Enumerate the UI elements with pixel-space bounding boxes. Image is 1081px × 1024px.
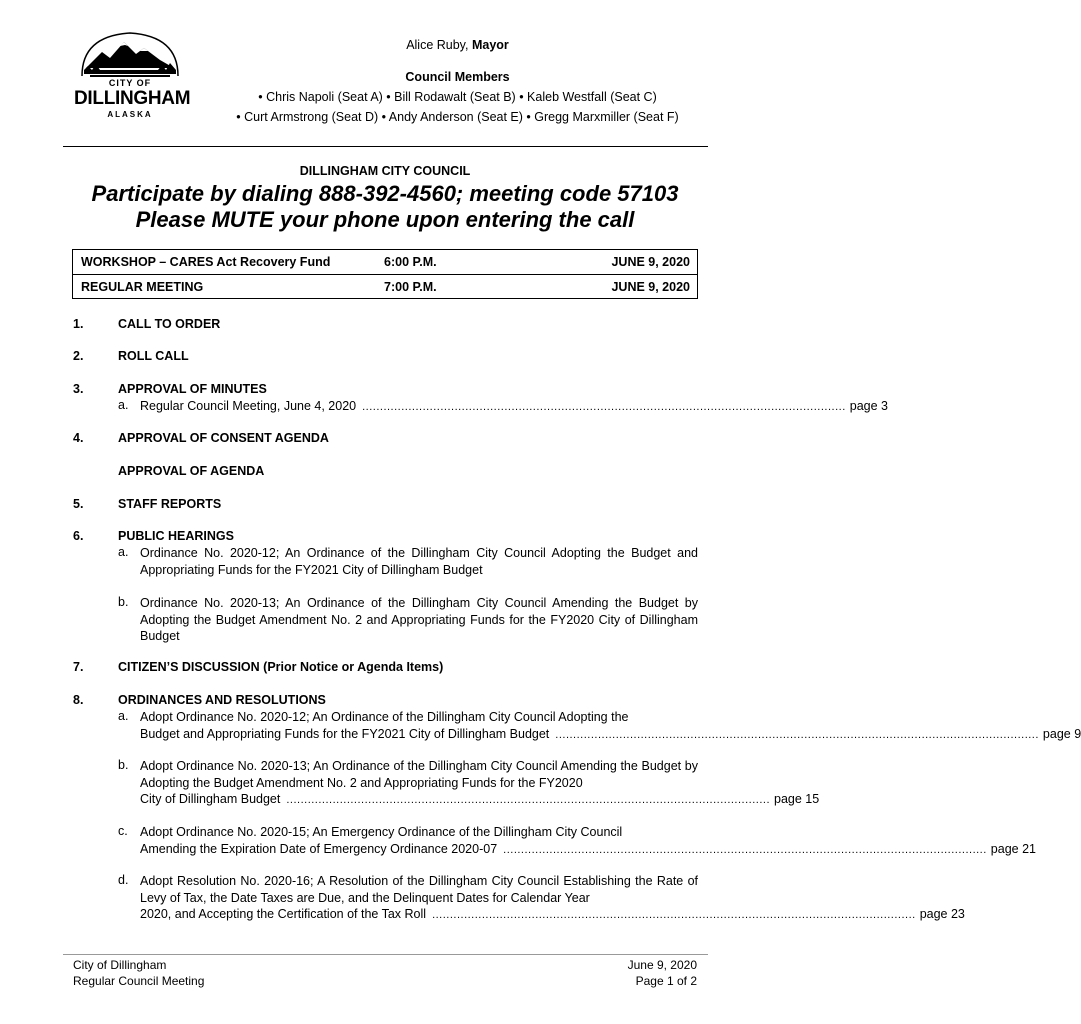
subitem-text: Adopt Resolution No. 2020-16; A Resolution of the Dillingham City Council Establishing the Rate of Levy of Tax, the Date Taxes are Due, and the Delinquent Dates for Calendar Year — [140, 874, 698, 905]
council-name: DILLINGHAM CITY COUNCIL — [299, 164, 471, 178]
agenda-subitem — [118, 595, 698, 645]
meeting-time: 7:00 P.M. — [384, 280, 437, 294]
agenda-heading: PUBLIC HEARINGS — [118, 529, 234, 543]
agenda-number: 5. — [73, 497, 84, 511]
agenda-subitem — [118, 824, 1036, 858]
subitem-letter: c. — [118, 824, 128, 838]
footer-page-number: Page 1 of 2 — [635, 974, 697, 988]
mute-instructions: Please MUTE your phone upon entering the call — [135, 207, 635, 232]
agenda-number: 6. — [73, 529, 84, 543]
page-reference: page 9 — [1042, 726, 1081, 741]
mayor-line — [200, 38, 715, 52]
agenda-number: 7. — [73, 660, 84, 674]
page-reference: page 3 — [849, 399, 888, 413]
agenda-heading: ORDINANCES AND RESOLUTIONS — [118, 693, 326, 707]
meeting-row — [73, 250, 697, 274]
subitem-letter: a. — [118, 709, 129, 723]
subitem-text: Regular Council Meeting, June 4, 2020 — [140, 399, 357, 413]
agenda-number: 2. — [73, 349, 84, 363]
subitem-text: Budget and Appropriating Funds for the FY2021 City of Dillingham Budget — [140, 726, 550, 741]
dot-leader: ........................................................................................................................................ — [432, 909, 916, 921]
subitem-letter: d. — [118, 873, 129, 887]
meeting-date: JUNE 9, 2020 — [611, 280, 690, 294]
agenda-subitem — [118, 545, 698, 578]
meeting-name: WORKSHOP – CARES Act Recovery Fund — [81, 255, 331, 269]
council-members-line-2: • Curt Armstrong (Seat D) • Andy Anderson (Seat E) • Gregg Marxmiller (Seat F) — [236, 110, 679, 124]
agenda-heading: ROLL CALL — [118, 349, 189, 363]
dot-leader: ........................................................................................................................................ — [503, 843, 987, 856]
header-divider — [63, 146, 708, 147]
agenda-heading: CITIZEN’S DISCUSSION (Prior Notice or Agenda Items) — [118, 660, 444, 674]
dot-leader: ........................................................................................................................................ — [362, 401, 846, 413]
agenda-heading: CALL TO ORDER — [118, 317, 221, 331]
page-reference: page 23 — [919, 907, 965, 921]
subitem-letter: a. — [118, 398, 129, 412]
subitem-text: Adopt Ordinance No. 2020-15; An Emergency Ordinance of the Dillingham City Council — [140, 825, 623, 839]
logo-state: ALASKA — [107, 110, 153, 119]
mayor-name: Alice Ruby, — [406, 38, 469, 52]
footer-date: June 9, 2020 — [627, 958, 697, 972]
meetings-table — [72, 249, 698, 299]
footer-divider — [63, 954, 708, 955]
agenda-heading: STAFF REPORTS — [118, 497, 222, 511]
agenda-subitem — [118, 873, 965, 924]
page-reference: page 21 — [990, 841, 1036, 856]
agenda-number: 3. — [73, 382, 84, 396]
subitem-letter: b. — [118, 758, 129, 772]
agenda-subitem — [118, 758, 820, 809]
page-reference: page 15 — [774, 792, 820, 806]
mountain-logo-icon — [80, 30, 180, 78]
subitem-text: Amending the Expiration Date of Emergency Ordinance 2020-07 — [140, 841, 498, 856]
agenda-heading: APPROVAL OF MINUTES — [118, 382, 267, 396]
agenda-subitem — [118, 709, 1081, 743]
agenda-heading: APPROVAL OF AGENDA — [118, 464, 265, 478]
council-members-title: Council Members — [405, 70, 510, 84]
meeting-time: 6:00 P.M. — [384, 255, 437, 269]
dot-leader: ........................................................................................................................................ — [286, 794, 770, 806]
subitem-text: Ordinance No. 2020-13; An Ordinance of the Dillingham City Council Amending the Budget by Adopting the Budget Amendment No. 2 and Appropriating Funds for the FY2020 City of Dillingham Budget — [140, 596, 698, 643]
footer-meeting: Regular Council Meeting — [73, 974, 205, 988]
subitem-text: Ordinance No. 2020-12; An Ordinance of the Dillingham City Council Adopting the Budget and Appropriating Funds for the FY2021 City of Dillingham Budget — [140, 546, 698, 577]
subitem-letter: b. — [118, 595, 129, 609]
meeting-name: REGULAR MEETING — [81, 280, 204, 294]
agenda-number: 8. — [73, 693, 84, 707]
agenda-number: 4. — [73, 431, 84, 445]
council-members-line-1: • Chris Napoli (Seat A) • Bill Rodawalt (Seat B) • Kaleb Westfall (Seat C) — [258, 90, 657, 104]
subitem-text: City of Dillingham Budget — [140, 792, 281, 806]
meeting-row — [73, 274, 697, 298]
mayor-title: Mayor — [471, 38, 509, 52]
logo-city-name: DILLINGHAM — [74, 88, 191, 109]
subitem-text: Adopt Ordinance No. 2020-13; An Ordinance of the Dillingham City Council Amending the Budget by Adopting the Budget Amendment No. 2 and Appropriating Funds for the FY2020 — [140, 759, 698, 790]
agenda-heading: APPROVAL OF CONSENT AGENDA — [118, 431, 329, 445]
subitem-letter: a. — [118, 545, 129, 559]
meeting-date: JUNE 9, 2020 — [611, 255, 690, 269]
logo-city-of: CITY OF — [108, 78, 152, 88]
footer-org: City of Dillingham — [73, 958, 167, 972]
city-logo — [74, 30, 191, 122]
agenda-number: 1. — [73, 317, 84, 331]
agenda-subitem — [118, 398, 888, 416]
dot-leader: ........................................................................................................................................ — [555, 728, 1039, 741]
subitem-text: Adopt Ordinance No. 2020-12; An Ordinance of the Dillingham City Council Adopting the — [140, 710, 629, 724]
subitem-text: 2020, and Accepting the Certification of the Tax Roll — [140, 907, 427, 921]
call-in-instructions: Participate by dialing 888-392-4560; meeting code 57103 — [91, 181, 679, 206]
